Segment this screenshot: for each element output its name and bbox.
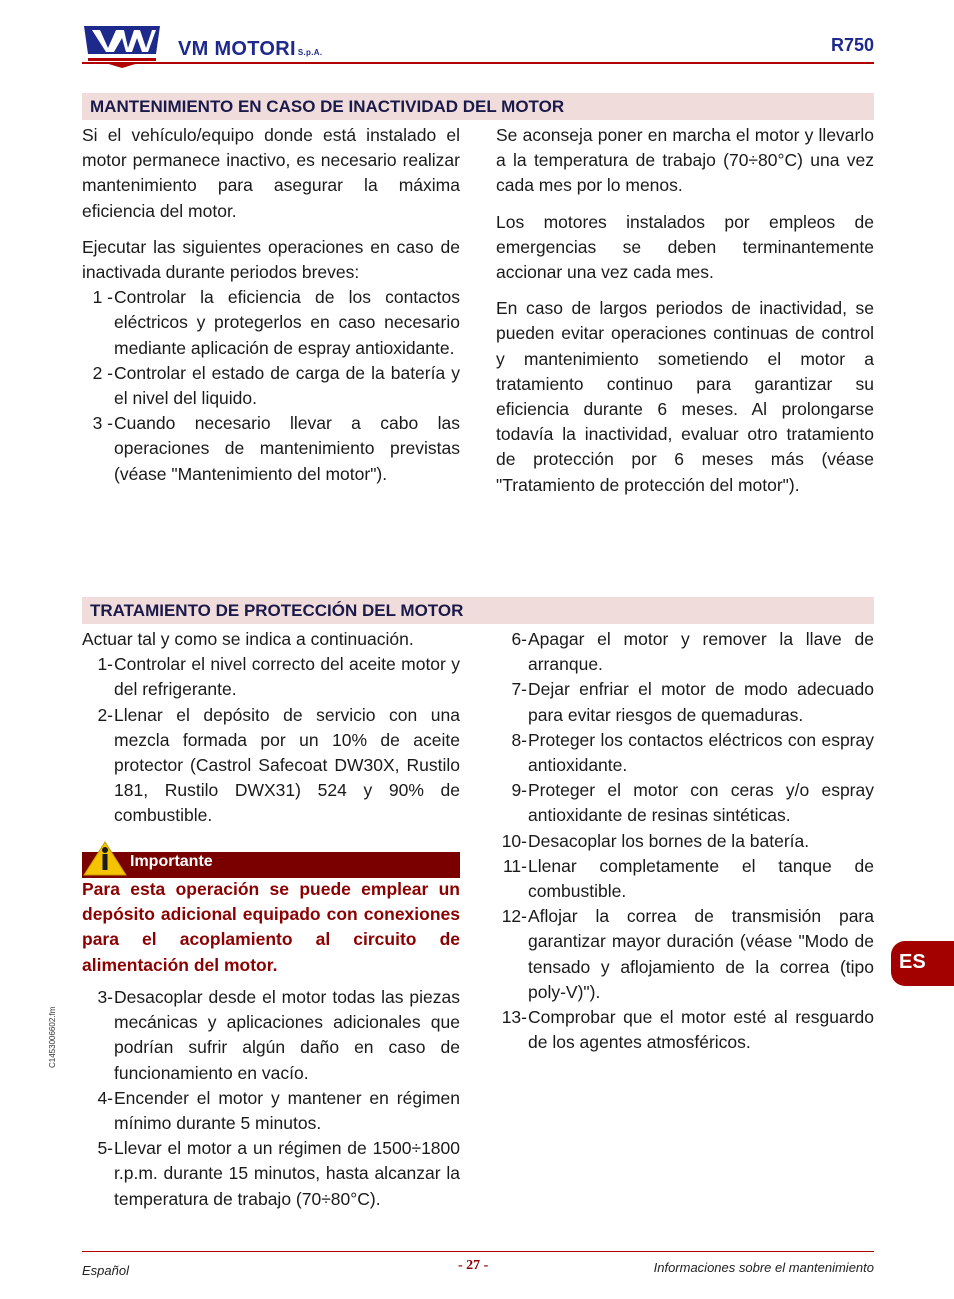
list-item: [496, 627, 874, 677]
list-text: Apagar el motor y remover la llave de arranque.: [528, 629, 874, 675]
list-text: Controlar el estado de carga de la batería y el nivel del liquido.: [114, 362, 460, 409]
list-number: 7-: [511, 679, 527, 700]
list-item: [496, 1005, 874, 1055]
important-title: Importante: [130, 853, 213, 870]
section2-left-column-continued: [82, 985, 460, 1212]
list-text: Controlar el nivel correcto del aceite motor y del refrigerante.: [114, 654, 460, 700]
warning-info-icon: [83, 841, 127, 877]
intro-text: Actuar tal y como se indica a continuación.: [82, 629, 414, 649]
list-item: [82, 411, 460, 487]
section1-right-column: [496, 123, 874, 509]
list-item: [496, 677, 874, 727]
section-heading-inactivity: [82, 93, 874, 120]
important-text: Para esta operación se puede emplear un depósito adicional equipado con conexiones para el acoplamiento al circuito de alimentación del motor.: [82, 879, 460, 975]
list-text: Comprobar que el motor esté al resguardo de los agentes atmosféricos.: [528, 1007, 874, 1053]
list-item: [82, 652, 460, 702]
list-number: 1 -: [92, 287, 113, 308]
list-number: 10-: [501, 830, 527, 851]
list-number: 1-: [97, 654, 113, 675]
model-code: R750: [830, 35, 874, 55]
list-text: Controlar la eficiencia de los contactos eléctricos y protegerlos en caso necesario mediante aplicación de espray antioxidante.: [114, 287, 460, 358]
list-number: 11-: [503, 855, 527, 876]
paragraph: Si el vehículo/equipo donde está instalado el motor permanece inactivo, es necesario realizar mantenimiento para asegurar la máxima eficiencia del motor.: [82, 125, 460, 221]
language-tab[interactable]: [891, 941, 954, 986]
list-text: Encender el motor y mantener en régimen mínimo durante 5 minutos.: [114, 1087, 460, 1134]
list-item: [496, 829, 874, 854]
list-number: 3 -: [92, 413, 113, 434]
document-code: C1453006602.fm: [48, 1006, 57, 1068]
section1-left-column: [82, 123, 460, 487]
language-tab-label: ES: [899, 951, 926, 973]
section2-right-column: [496, 627, 874, 1055]
paragraph: Los motores instalados por empleos de emergencias se deben terminantemente accionar una vez cada mes.: [496, 211, 874, 283]
list-item: [82, 285, 460, 361]
list-number: 3-: [97, 987, 113, 1007]
section-heading-protection: [82, 597, 874, 624]
list-item: [82, 703, 460, 829]
section-title: TRATAMIENTO DE PROTECCIÓN DEL MOTOR: [90, 601, 464, 620]
list-number: 12-: [501, 906, 527, 927]
list-text: Desacoplar los bornes de la batería.: [528, 830, 810, 851]
list-item: [82, 361, 460, 411]
list-item: [82, 1136, 460, 1212]
paragraph: En caso de largos periodos de inactividad, se pueden evitar operaciones continuas de control y mantenimiento sometiendo el motor a tratamiento continuo para garantizar su eficiencia durante 6 meses. Al prolongarse todavía la inactividad, evaluar otro tratamiento de protección por 6 meses más (véase "Tratamiento de protección del motor").: [496, 298, 874, 495]
list-text: Desacoplar desde el motor todas las piezas mecánicas y aplicaciones adicionales que podrían sufrir algún daño en caso de funcionamiento en vacío.: [114, 987, 460, 1083]
paragraph: Se aconseja poner en marcha el motor y llevarlo a la temperatura de trabajo (70÷80°C) una vez cada mes por lo menos.: [496, 125, 874, 196]
list-number: 13-: [501, 1007, 527, 1028]
list-text: Cuando necesario llevar a cabo las operaciones de mantenimiento previstas (véase "Mantenimiento del motor").: [114, 413, 460, 484]
list-number: 2-: [97, 704, 113, 725]
header-divider: [82, 62, 874, 64]
list-text: Proteger el motor con ceras y/o espray antioxidante de resinas sintéticas.: [528, 780, 874, 826]
footer-chapter-title: Informaciones sobre el mantenimiento: [653, 1260, 874, 1275]
list-item: [496, 854, 874, 904]
paragraph: Ejecutar las siguientes operaciones en caso de inactivada durante periodos breves:: [82, 236, 460, 283]
section-title: MANTENIMIENTO EN CASO DE INACTIVIDAD DEL MOTOR: [90, 97, 565, 116]
list-number: 5-: [97, 1138, 113, 1159]
footer-divider: [82, 1251, 874, 1252]
brand-name: VM MOTORI S.p.A.: [178, 38, 323, 60]
list-number: 6-: [511, 629, 527, 649]
list-number: 8-: [511, 729, 527, 750]
section2-left-column: [82, 627, 460, 829]
list-number: 4-: [97, 1087, 113, 1108]
list-text: Llenar completamente el tanque de combustible.: [528, 855, 874, 902]
list-number: 2 -: [92, 362, 113, 383]
list-text: Llevar el motor a un régimen de 1500÷1800 r.p.m. durante 15 minutos, hasta alcanzar la temperatura de trabajo (70÷80°C).: [114, 1138, 460, 1209]
list-item: [496, 904, 874, 1005]
list-item: [82, 1086, 460, 1136]
list-text: Dejar enfriar el motor de modo adecuado para evitar riesgos de quemaduras.: [528, 679, 874, 725]
footer-language: Español: [82, 1263, 129, 1278]
list-item: [496, 778, 874, 828]
list-item: [82, 985, 460, 1086]
list-text: Aflojar la correa de transmisión para garantizar mayor duración (véase "Modo de tensado y aflojamiento de la correa (tipo poly-V)").: [528, 906, 874, 1002]
page-number: - 27 -: [458, 1258, 489, 1273]
list-text: Llenar el depósito de servicio con una mezcla formada por un 10% de aceite protector (Castrol Safecoat DW30X, Rustilo 181, Rustilo DWX31) 524 y 90% de combustible.: [114, 704, 460, 826]
list-text: Proteger los contactos eléctricos con espray antioxidante.: [528, 729, 874, 776]
list-item: [496, 728, 874, 778]
list-number: 9-: [511, 780, 527, 801]
